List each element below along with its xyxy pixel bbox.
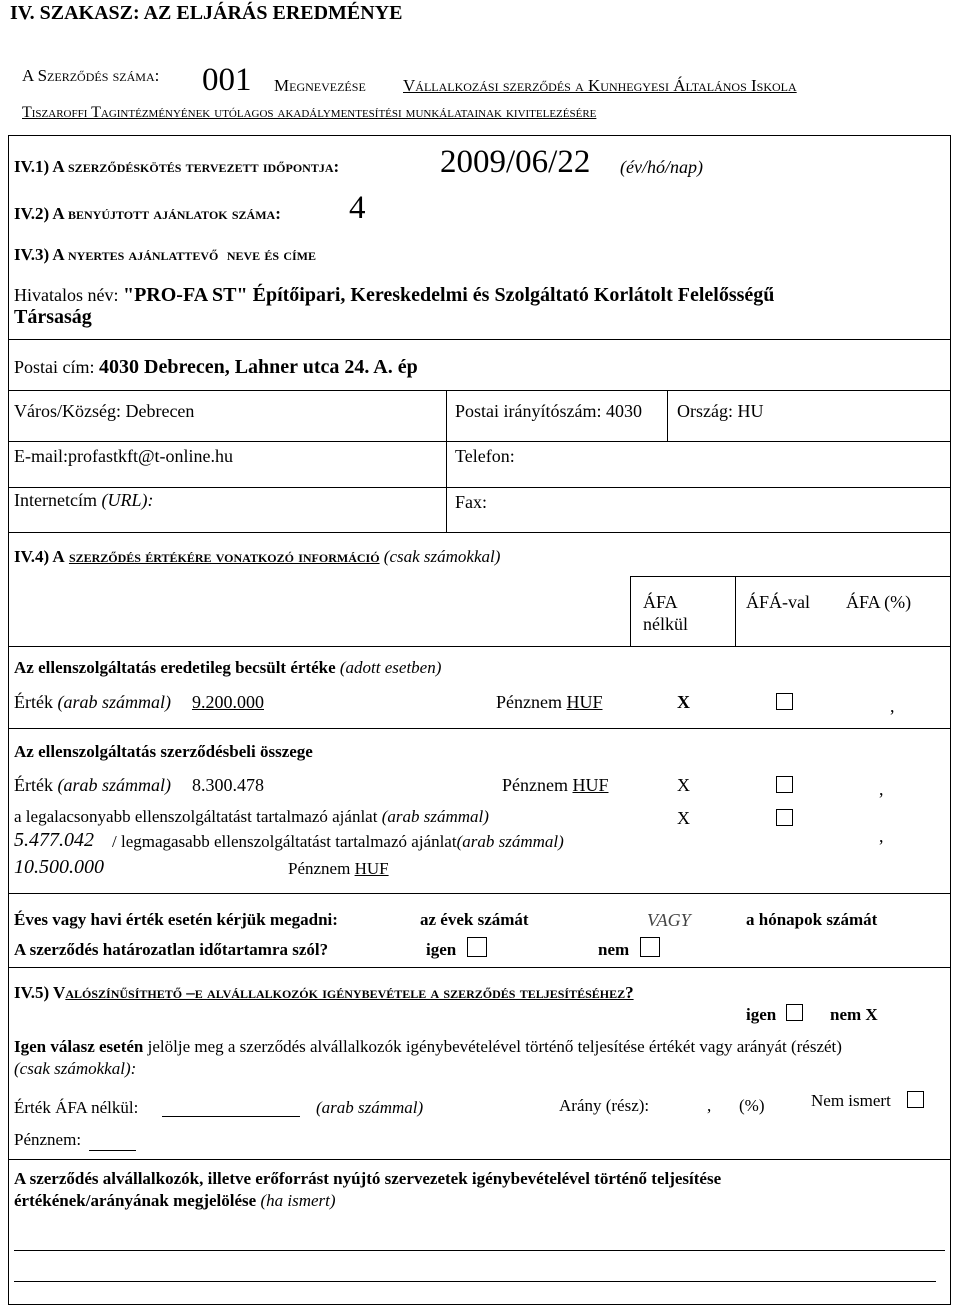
divider: [446, 390, 447, 532]
postal-address-value: 4030 Debrecen, Lahner utca 24. A. ép: [99, 356, 418, 378]
divider: [667, 390, 668, 441]
iv3-label: IV.3) A nyertes ajánlattevő neve és címe: [14, 245, 317, 264]
divider: [8, 967, 951, 968]
iv2-label: IV.2) A benyújtott ajánlatok száma:: [14, 204, 281, 223]
estimated-value: 9.200.000: [192, 692, 264, 712]
contract-vat-comma: ,: [879, 779, 884, 799]
iv2-value: 4: [349, 190, 366, 226]
divider: [8, 487, 951, 488]
iv5-yes-label: igen: [746, 1005, 777, 1024]
indefinite-label: A szerződés határozatlan időtartamra szól?: [14, 940, 329, 959]
divider: [8, 441, 951, 442]
postal-address: [14, 356, 418, 379]
fax: Fax:: [455, 492, 488, 512]
iv1-date: 2009/06/22: [440, 144, 591, 180]
section-title: IV. SZAKASZ: AZ ELJÁRÁS EREDMÉNYE: [10, 2, 403, 24]
estimated-value-row: Érték (arab számmal): [14, 692, 171, 712]
sub-currency-blank[interactable]: [89, 1150, 136, 1151]
divider: [630, 576, 631, 646]
subcontract-line1: A szerződés alvállalkozók, illetve erőforrást nyújtó szervezetek igénybevételével történő teljesítése: [14, 1169, 722, 1188]
contract-name-line2: Tiszaroffi Tagintézményének utólagos akadálymentesítési munkálatainak kivitelezésére: [22, 104, 597, 121]
divider: [8, 893, 951, 894]
lowest-offer-value: 5.477.042: [14, 829, 94, 851]
divider: [735, 576, 736, 646]
highest-offer-value: 10.500.000: [14, 856, 104, 878]
annual-label: Éves vagy havi érték esetén kérjük megadni:: [14, 910, 338, 929]
col-net-line1: ÁFA: [643, 592, 678, 612]
months-label: a hónapok számát: [746, 910, 878, 929]
lowest-offer-text: a legalacsonyabb ellenszolgáltatást tartalmazó ajánlat (arab számmal): [14, 807, 489, 826]
range-currency: Pénznem HUF: [288, 859, 389, 878]
indefinite-no-checkbox[interactable]: [640, 937, 660, 957]
divider: [8, 646, 951, 647]
sub-value-note: (arab számmal): [316, 1098, 424, 1117]
sub-ratio-percent: (%): [739, 1096, 765, 1115]
contract-value-title: Az ellenszolgáltatás szerződésbeli összege: [14, 742, 313, 761]
estimated-net-mark: X: [677, 692, 690, 712]
sub-unknown-checkbox[interactable]: [907, 1091, 924, 1108]
internet-address: Internetcím (URL):: [14, 490, 154, 510]
divider: [8, 1159, 951, 1160]
subcontract-answer-line-2[interactable]: [14, 1281, 936, 1282]
contract-value-row: Érték (arab számmal): [14, 775, 171, 795]
years-label: az évek számát: [420, 910, 529, 929]
iv1-date-format: (év/hó/nap): [620, 157, 703, 177]
contract-number-label: A Szerződés száma:: [22, 66, 160, 85]
sub-unknown-label: Nem ismert: [811, 1091, 891, 1110]
city: Város/Község: Debrecen: [14, 401, 195, 421]
contract-net-mark: X: [677, 775, 690, 795]
iv5-yes-checkbox[interactable]: [786, 1004, 803, 1021]
country: Ország: HU: [677, 401, 764, 421]
col-gross: ÁFÁ-val: [746, 592, 810, 612]
range-vat-comma: ,: [879, 826, 884, 846]
phone: Telefon:: [455, 446, 515, 466]
contract-name-line1: Vállalkozási szerződés a Kunhegyesi Általános Iskola: [403, 76, 797, 95]
indefinite-yes-label: igen: [426, 940, 457, 959]
iv5-no-label: nem X: [830, 1005, 878, 1024]
contract-gross-checkbox[interactable]: [776, 776, 793, 793]
or-label: VAGY: [647, 910, 691, 930]
iv4-label: IV.4) A szerződés értékére vonatkozó információ (csak számokkal): [14, 547, 501, 566]
official-name: [14, 284, 774, 307]
divider: [8, 390, 951, 391]
estimated-gross-checkbox[interactable]: [776, 693, 793, 710]
sub-ratio-label: Arány (rész):: [559, 1096, 650, 1115]
postcode: Postai irányítószám: 4030: [455, 401, 642, 421]
iv5-label: IV.5) Valószínűsíthető –e alvállalkozók igénybevétele a szerződés teljesítéséhez?: [14, 983, 634, 1002]
email: E-mail:profastkft@t-online.hu: [14, 446, 234, 466]
indefinite-yes-checkbox[interactable]: [467, 937, 487, 957]
estimated-title: Az ellenszolgáltatás eredetileg becsült értéke (adott esetben): [14, 658, 442, 677]
contract-currency: Pénznem HUF: [502, 775, 609, 795]
iv5-instruction: Igen válasz esetén jelölje meg a szerződés alvállalkozók igénybevételével történő teljesítése értékét vagy arányát (részét): [14, 1037, 842, 1056]
col-net-line2: nélkül: [643, 614, 688, 634]
sub-value-label: Érték ÁFA nélkül:: [14, 1098, 139, 1117]
range-gross-checkbox[interactable]: [776, 809, 793, 826]
indefinite-no-label: nem: [598, 940, 630, 959]
col-vat: ÁFA (%): [846, 592, 912, 612]
subcontract-answer-line-1[interactable]: [14, 1250, 945, 1251]
postal-address-label: Postai cím:: [14, 357, 95, 377]
subcontract-line2: értékének/arányának megjelölése (ha ismert): [14, 1191, 336, 1210]
iv1-label: IV.1) A szerződéskötés tervezett időpontja:: [14, 157, 340, 176]
contract-name-label: Megnevezése: [274, 76, 366, 95]
form-frame: [8, 135, 951, 1305]
divider: [8, 728, 951, 729]
divider: [630, 576, 951, 577]
official-name-value-line2: Társaság: [14, 306, 92, 328]
sub-ratio-comma: ,: [707, 1096, 712, 1115]
sub-currency-label: Pénznem:: [14, 1130, 82, 1149]
sub-value-blank[interactable]: [162, 1116, 300, 1117]
range-net-mark: X: [677, 808, 690, 828]
divider: [8, 532, 951, 533]
iv5-instruction-note: (csak számokkal):: [14, 1059, 137, 1078]
highest-offer-text: / legmagasabb ellenszolgáltatást tartalmazó ajánlat(arab számmal): [112, 832, 564, 851]
divider: [8, 339, 951, 340]
estimated-vat-comma: ,: [890, 696, 895, 716]
contract-number-value: 001: [202, 62, 252, 98]
official-name-value-line1: "PRO-FA ST" Építőipari, Kereskedelmi és Szolgáltató Korlátolt Felelősségű: [122, 284, 775, 306]
contract-value: 8.300.478: [192, 775, 264, 795]
estimated-currency: Pénznem HUF: [496, 692, 603, 712]
official-name-label: Hivatalos név:: [14, 285, 119, 305]
